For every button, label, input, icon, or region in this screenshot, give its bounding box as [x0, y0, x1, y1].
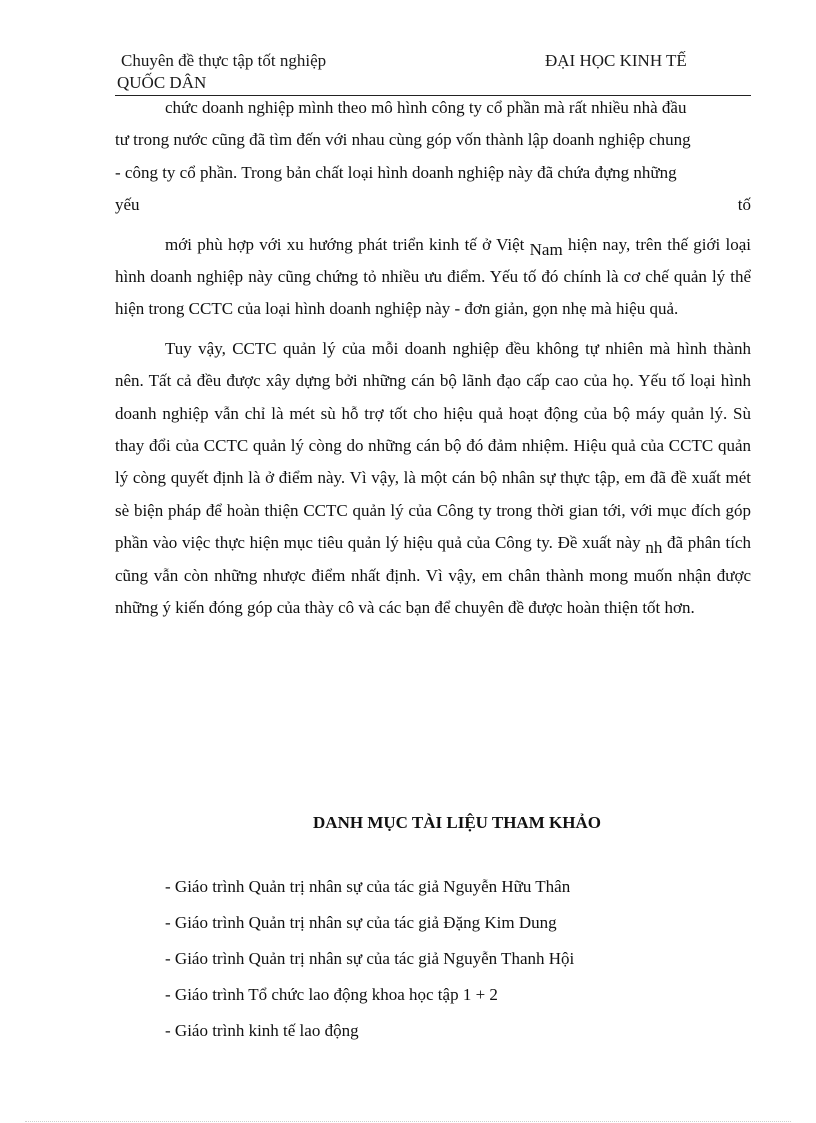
reference-item: - Giáo trình Tổ chức lao động khoa học tập 1 + 2 — [165, 985, 498, 1004]
paragraph-3-end: đã phân tích cũng vẫn còn những nhược điểm nhất định. Vì vậy, em chân thành mong muốn nhận được những ý kiến đóng góp của thày cô và các bạn để chuyên đề được hoàn thiện tốt hơn. — [115, 533, 751, 618]
references-list — [165, 874, 574, 1054]
paragraph-2-start: mới phù hợp với xu hướng phát triển kinh tế ở Việt — [165, 234, 530, 254]
reference-item: - Giáo trình Quản trị nhân sự của tác giả Nguyễn Thanh Hội — [165, 949, 575, 968]
header-title-left: Chuyên đề thực tập tốt nghiệp — [121, 51, 327, 70]
reference-item: - Giáo trình kinh tế lao động — [165, 1021, 359, 1040]
paragraph-1-line-2: tư trong nước cũng đã tìm đến với nhau cùng góp vốn thành lập doanh nghiệp chung — [115, 130, 691, 150]
paragraph-3-subscript: nh — [645, 538, 663, 558]
paragraph-1-word-right: tố — [737, 195, 751, 215]
paragraph-1-last-line — [115, 189, 751, 221]
reference-item: - Giáo trình Quản trị nhân sự của tác giả Nguyễn Hữu Thân — [165, 877, 571, 896]
paragraph-1-word-left: yếu — [115, 195, 140, 215]
page-bottom-divider — [25, 1121, 791, 1122]
reference-item: - Giáo trình Quản trị nhân sự của tác giả Đặng Kim Dung — [165, 913, 557, 932]
body-text — [115, 92, 751, 625]
paragraph-3-start: Tuy vậy, CCTC quản lý của mỗi doanh nghiệp đều không tự nhiên mà hình thành nên. Tất cả đều được xây dựng bởi những cán bộ lãnh đạo cấp cao của họ. Yếu tố loại hình doanh nghiệp vẫn chỉ là mét sù hỗ trợ tốt cho hiệu quả hoạt động của bộ máy quản lý. Sù thay đổi của CCTC quản lý còng do những cán bộ đó đảm nhiệm. Hiệu quả của CCTC quản lý còng quyết định là ở điểm này. Vì vậy, là một cán bộ nhân sự thực tập, em đã đề xuất mét sè biện pháp để hoàn thiện CCTC quản lý của Công ty trong thời gian tới, với mục đích góp phần vào việc thực hiện mục tiêu quản lý hiệu quả của Công ty. Đề xuất này — [115, 338, 751, 553]
paragraph-3 — [115, 333, 751, 625]
paragraph-1-line-3: - công ty cổ phần. Trong bản chất loại hình doanh nghiệp này đã chứa đựng những — [115, 162, 677, 182]
paragraph-1 — [115, 92, 751, 124]
header-university: ĐẠI HỌC KINH TẾ — [545, 51, 687, 70]
paragraph-2 — [115, 229, 751, 326]
references-title: DANH MỤC TÀI LIỆU THAM KHẢO — [313, 813, 601, 832]
header-university-line2: QUỐC DÂN — [117, 73, 207, 92]
paragraph-2-subscript: Nam — [529, 239, 563, 259]
paragraph-1-line-1: chức doanh nghiệp mình theo mô hình công ty cổ phần mà rất nhiều nhà đầu — [165, 98, 687, 117]
paragraph-2-end: hiện nay, trên thế giới loại hình doanh nghiệp này cũng chứng tỏ nhiều ưu điểm. Yếu tố đó chính là cơ chế quản lý thể hiện trong CCTC của loại hình doanh nghiệp này - đơn giản, gọn nhẹ mà hiệu quả. — [115, 234, 751, 319]
